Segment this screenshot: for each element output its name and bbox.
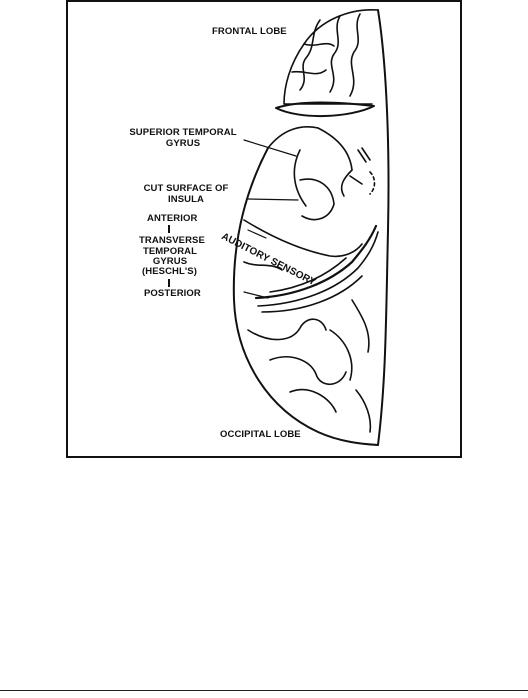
- label-posterior: POSTERIOR: [144, 288, 201, 299]
- tick-anterior: [168, 225, 170, 233]
- label-heschl: (HESCHL'S): [142, 266, 197, 277]
- tick-posterior: [168, 279, 170, 287]
- label-frontal-lobe: FRONTAL LOBE: [212, 26, 287, 37]
- label-cut-surface-of-insula: CUT SURFACE OF INSULA: [143, 183, 229, 205]
- label-anterior: ANTERIOR: [147, 213, 198, 224]
- label-superior-temporal-gyrus: SUPERIOR TEMPORAL GYRUS: [129, 127, 237, 149]
- label-auditory-sensory: AUDITORY SENSORY: [219, 231, 318, 289]
- label-transverse-temporal-gyrus: TRANSVERSE TEMPORAL GYRUS: [139, 235, 205, 267]
- label-occipital-lobe: OCCIPITAL LOBE: [220, 429, 301, 440]
- page-bottom-rule: [0, 690, 528, 691]
